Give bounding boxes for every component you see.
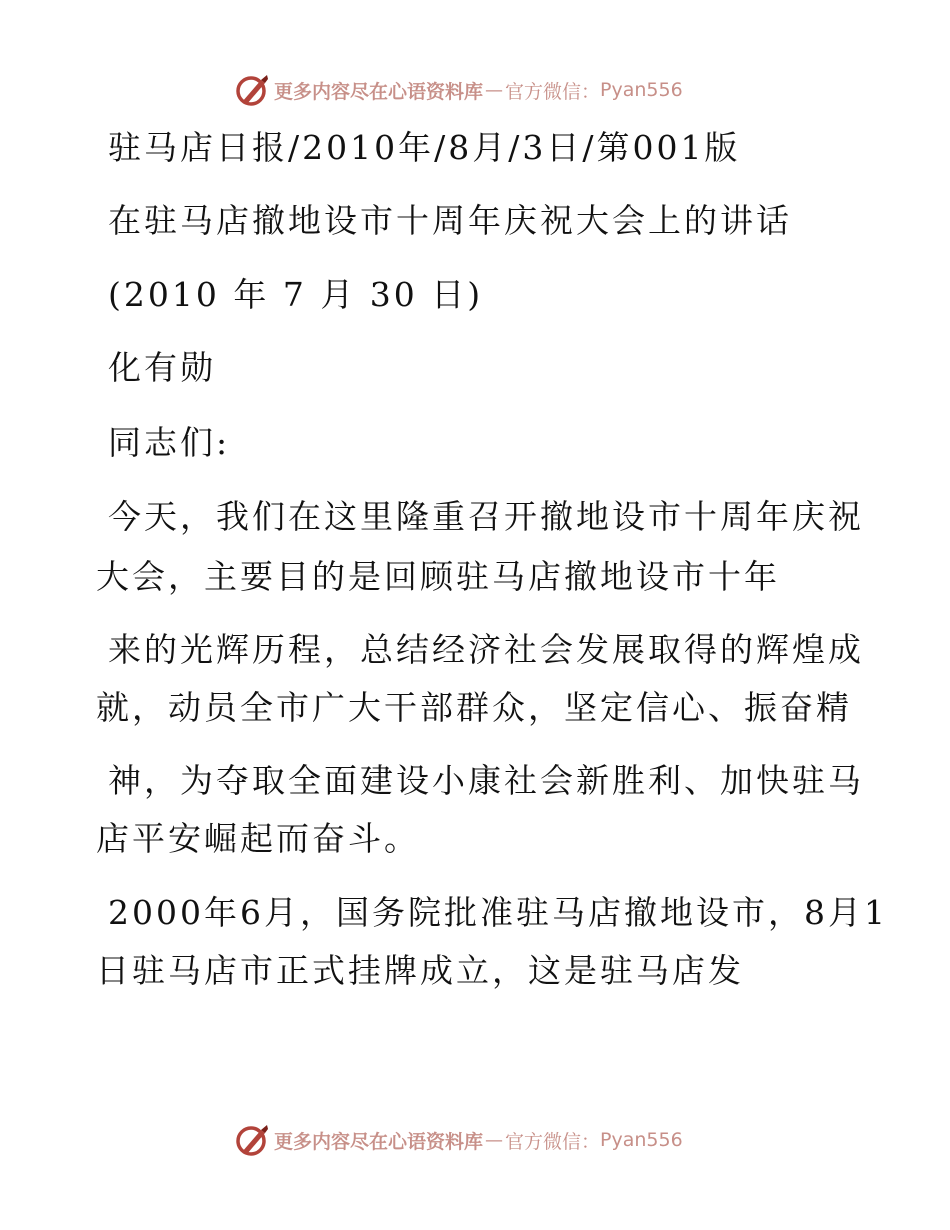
body-line: 就，动员全市广大干部群众，坚定信心、振奋精 — [96, 688, 852, 727]
watermark-separator: — — [485, 79, 504, 101]
speech-date: (2010 年 7 月 30 日) — [108, 275, 484, 314]
body-line: 来的光辉历程，总结经济社会发展取得的辉煌成 — [108, 630, 864, 669]
watermark-main-text: 更多内容尽在心语资料库 — [274, 1130, 484, 1153]
body-line: 大会，主要目的是回顾驻马店撤地设市十年 — [96, 557, 780, 596]
watermark-wechat-id: Pyan556 — [600, 79, 683, 101]
newspaper-header: 驻马店日报/2010年/8月/3日/第001版 — [108, 128, 741, 167]
speech-title: 在驻马店撤地设市十周年庆祝大会上的讲话 — [108, 201, 792, 240]
body-line: 今天，我们在这里隆重召开撤地设市十周年庆祝 — [108, 497, 864, 536]
watermark-separator: — — [485, 1129, 504, 1151]
brush-logo-icon — [234, 1122, 270, 1158]
watermark-wechat-id: Pyan556 — [600, 1129, 683, 1151]
watermark-bottom — [234, 1122, 683, 1158]
speech-author: 化有勋 — [108, 348, 216, 387]
watermark-top — [234, 72, 683, 108]
body-line: 2000年6月，国务院批准驻马店撤地设市，8月1 — [108, 893, 888, 932]
body-line: 日驻马店市正式挂牌成立，这是驻马店发 — [96, 951, 744, 990]
watermark-wechat-label: 官方微信： — [505, 1130, 601, 1153]
watermark-wechat-label: 官方微信： — [505, 80, 601, 103]
salutation: 同志们: — [108, 423, 231, 462]
body-line: 神，为夺取全面建设小康社会新胜利、加快驻马 — [108, 761, 864, 800]
watermark-main-text: 更多内容尽在心语资料库 — [274, 80, 484, 103]
brush-logo-icon — [234, 72, 270, 108]
body-line: 店平安崛起而奋斗。 — [96, 819, 420, 858]
